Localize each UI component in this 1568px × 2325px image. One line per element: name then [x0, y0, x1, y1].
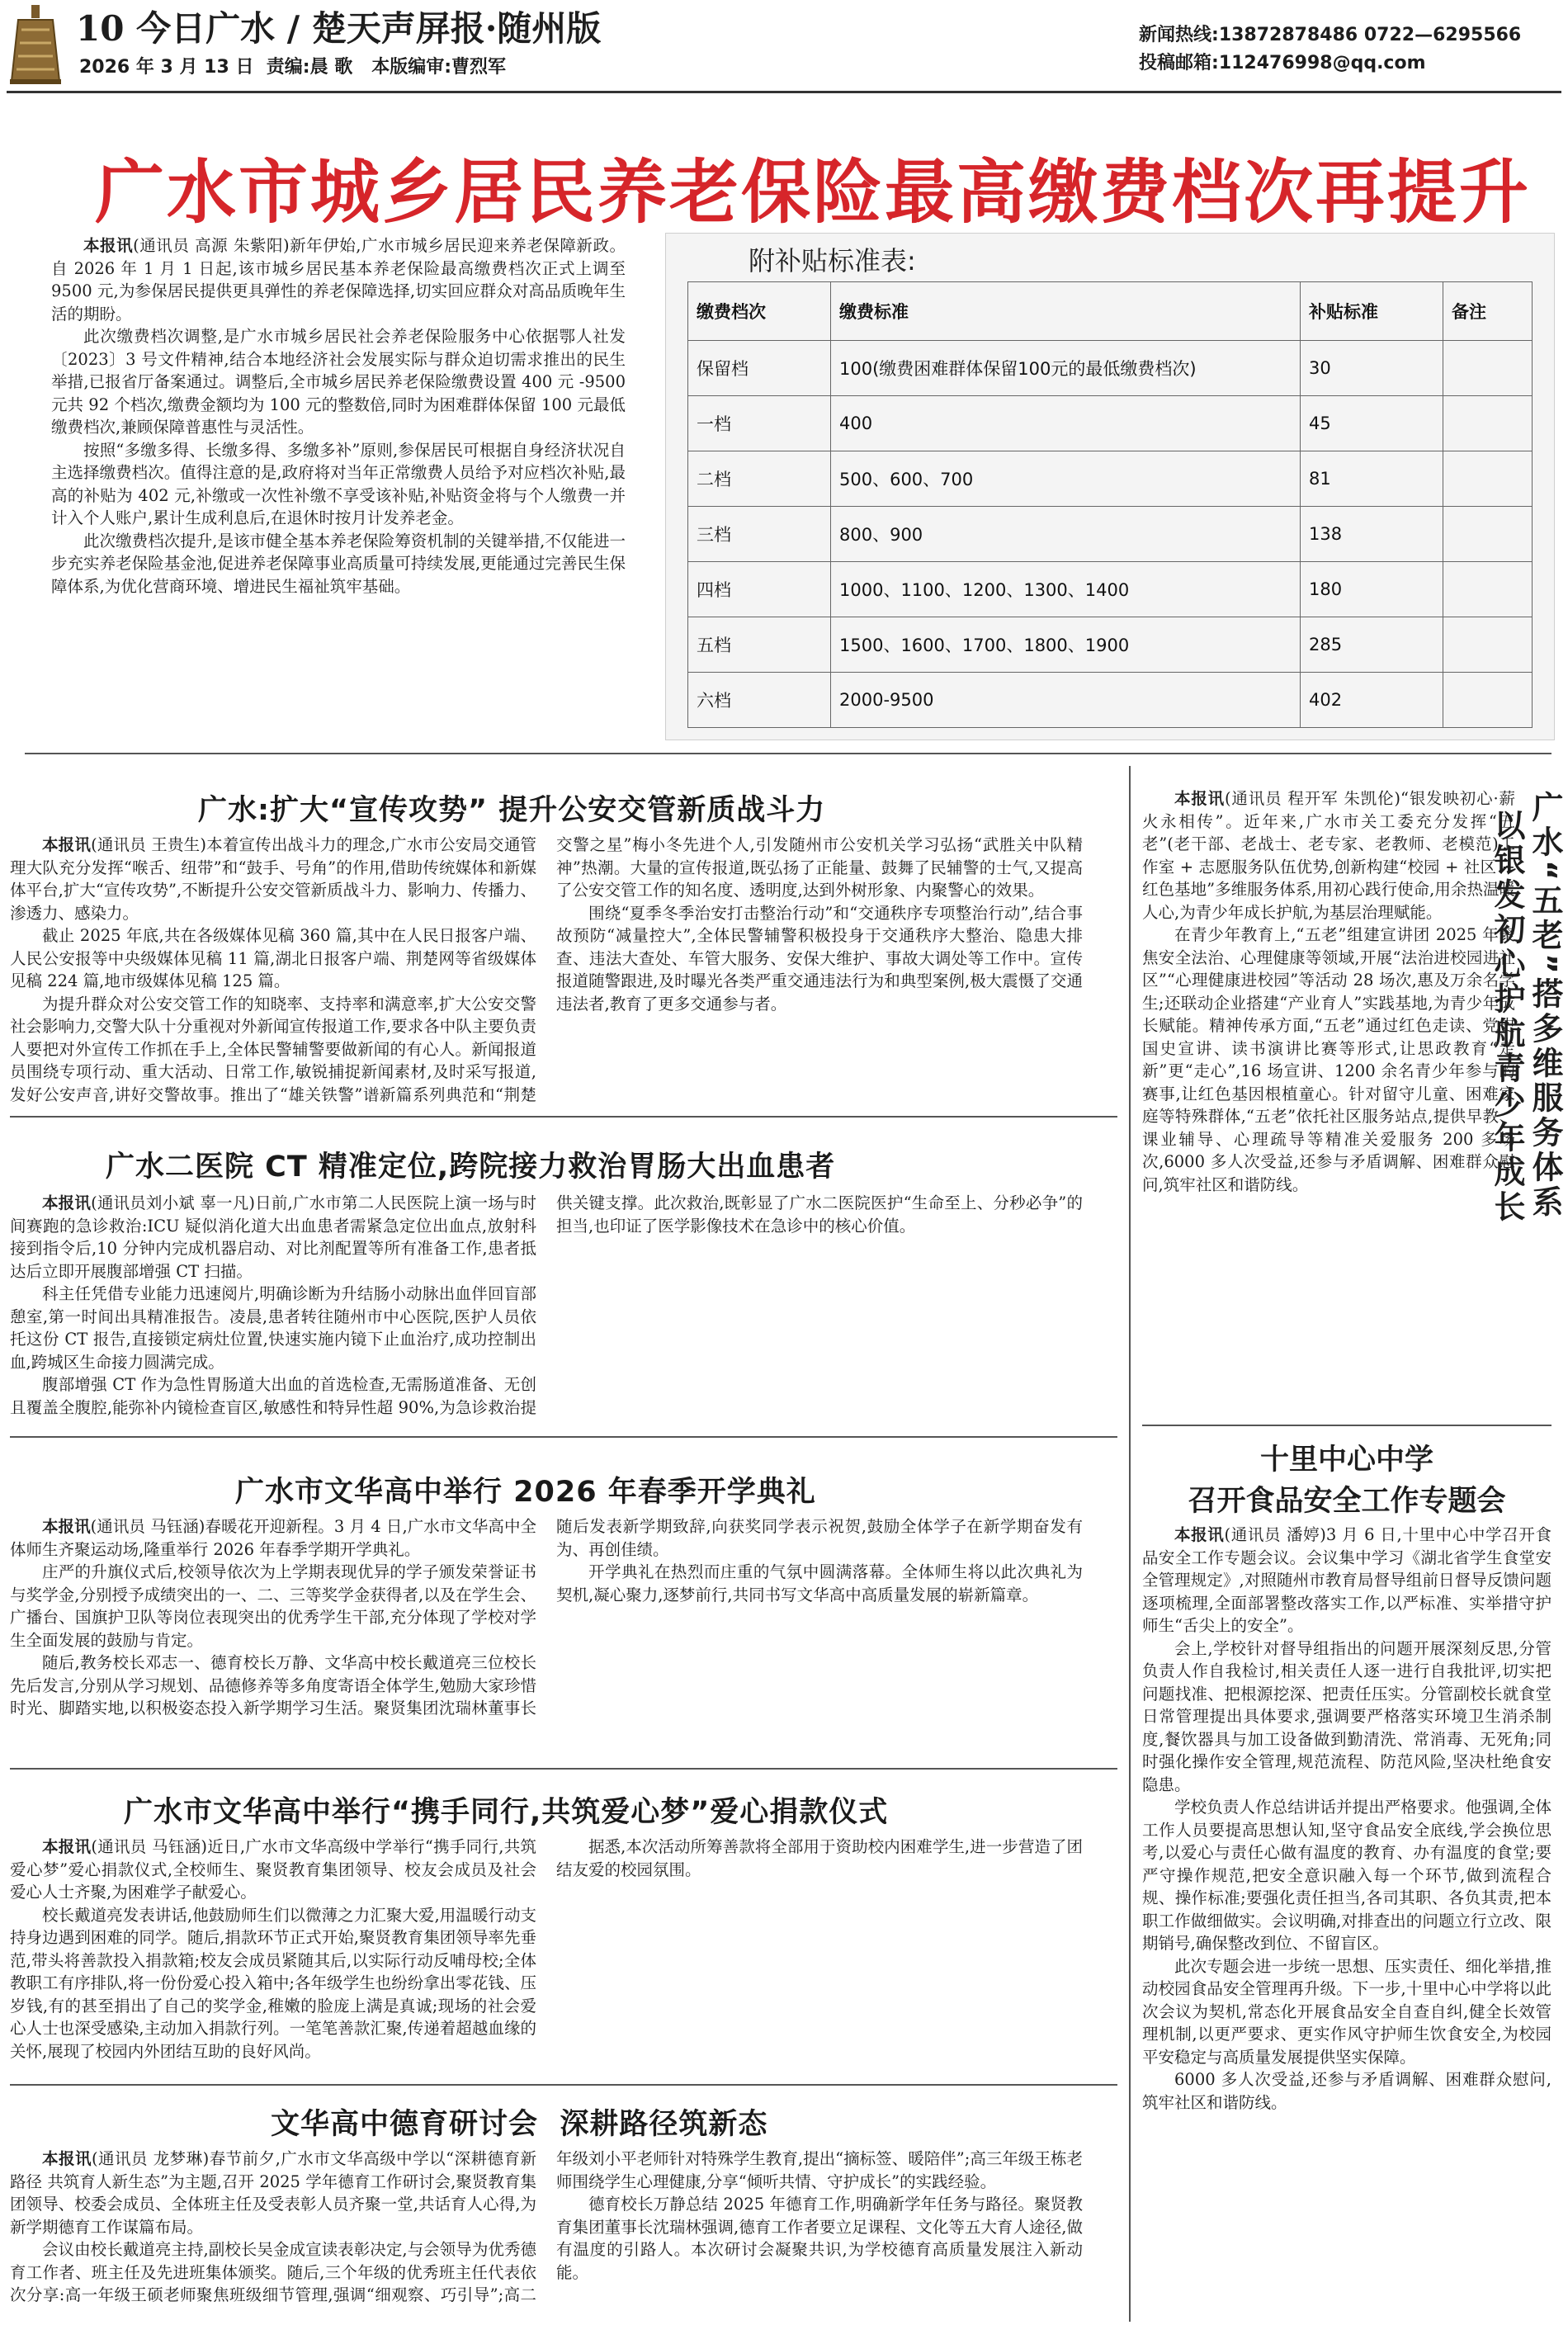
- wulao-headline-line-1: 广水“五老”搭多维服务体系: [1527, 791, 1563, 1220]
- section-divider: [10, 1116, 1117, 1118]
- masthead: [0, 0, 1568, 92]
- table-row: 五档 1500、1600、1700、1800、1900 285: [688, 617, 1533, 673]
- lead-story-body: 本报讯(通讯员 高源 朱紫阳)新年伊始,广水市城乡居民迎来养老保障新政。自 2026 年 1 月 1 日起,该市城乡居民基本养老保险最高缴费档次正式上调至 9500 元,为参保居民提供更具弹性的养老保障选择,切实回应群众对高品质晚年生活的期盼。 此次缴费档次调整,是广水市城乡居民社会养老保险服务中心依据鄂人社发〔2023〕3 号文件精神,结合本地经济社会发展实际与群众迫切需求推出的民生举措,已报省厅备案通过。调整后,全市城乡居民养老保险缴费设置 400 元 -9500 元共 92 个档次,缴费金额均为 100 元的整数倍,同时为困难群体保留 100 元最低缴费档次,兼顾保障普惠性与灵活性。 按照“多缴多得、长缴多得、多缴多补”原则,参保居民可根据自身经济状况自主选择缴费档次。值得注意的是,政府将对当年正常缴费人员给予对应档次补贴,最高的补贴为 402 元,补缴或一次性补缴不享受该补贴,补贴资金将与个人缴费一并计入个人账户,累计生成利息后,在退休时按月计发养老金。 此次缴费档次提升,是该市健全基本养老保险筹资机制的关键举措,不仅能进一步充实养老保险基金池,促进养老保障事业高质量可持续发展,更能通过完善民生保障体系,为优化营商环境、增进民生福祉筑牢基础。: [51, 236, 626, 596]
- column-header: 缴费标准: [831, 282, 1301, 341]
- reporter-credit: (通讯员刘小斌 辜一凡): [91, 1193, 255, 1212]
- editor-credit: 责编:晨 歌: [266, 57, 353, 78]
- table-row: 保留档 100(缴费困难群体保留100元的最低缴费档次) 30: [688, 341, 1533, 396]
- moral-story-headline: 文华高中德育研讨会 深耕路径筑新态: [271, 2108, 768, 2141]
- section-divider: [25, 753, 1551, 754]
- food-safety-headline-line-1: 十里中心中学: [1259, 1444, 1433, 1477]
- school-opening-headline: 广水市文华高中举行 2026 年春季开学典礼: [235, 1476, 816, 1509]
- byline: 本报讯: [42, 2149, 92, 2168]
- reporter-credit: (通讯员 程开军 朱凯伦): [1224, 789, 1401, 808]
- byline: 本报讯: [1174, 1525, 1225, 1544]
- reporter-credit: (通讯员 马钰涵): [90, 1517, 205, 1536]
- news-hotline: 新闻热线:13872878486 0722—6295566: [1139, 25, 1522, 45]
- bell-logo-icon: [7, 5, 64, 87]
- subsidy-table: [687, 281, 1533, 728]
- wulao-headline-line-2: 以银发初心护航青少年成长: [1489, 809, 1525, 1225]
- section-divider: [10, 2084, 1117, 2086]
- reporter-credit: (通讯员 潘婷): [1224, 1525, 1326, 1544]
- column-header: 备注: [1443, 282, 1533, 341]
- byline: 本报讯: [42, 1193, 92, 1212]
- hospital-story-headline: 广水二医院 CT 精准定位,跨院接力救治胃肠大出血患者: [106, 1151, 836, 1184]
- donation-story-headline: 广水市文华高中举行“携手同行,共筑爱心梦”爱心捐款仪式: [124, 1796, 889, 1829]
- byline: 本报讯: [42, 1837, 92, 1856]
- byline: 本报讯: [1174, 789, 1225, 808]
- table-row: 二档 500、600、700 81: [688, 451, 1533, 507]
- table-row: 六档 2000-9500 402: [688, 673, 1533, 728]
- byline: 本报讯: [42, 1517, 91, 1536]
- byline: 本报讯: [42, 835, 92, 854]
- table-header-row: [688, 282, 1533, 341]
- section-divider: [1142, 1425, 1551, 1426]
- food-safety-headline-line-2: 召开食品安全工作专题会: [1188, 1485, 1506, 1518]
- column-header: 缴费档次: [688, 282, 831, 341]
- school-opening-body: 本报讯(通讯员 马钰涵)春暖花开迎新程。3 月 4 日,广水市文华高中全体师生齐聚运动场,隆重举行 2026 年春季学期开学典礼。 庄严的升旗仪式后,校领导依次为上学期表现优异的学子颁发荣誉证书与奖学金,分别授予成绩突出的一、二、三等奖学金获得者,以及在学生会、广播台、国旗护卫队等岗位表现突出的优秀学生干部,充分体现了学校对学生全面发展的鼓励与肯定。 随后,教务校长邓志一、德育校长万静、文华高中校长戴道亮三位校长先后发言,分别从学习规划、品德修养等多角度寄语全体学生,勉励大家珍惜时光、脚踏实地,以积极姿态投入新学期学习生活。聚贤集团沈瑞林董事长随后发表新学期致辞,向获奖同学表示祝贺,鼓励全体学子在新学期奋发有为、再创佳绩。 开学典礼在热烈而庄重的气氛中圆满落幕。全体师生将以此次典礼为契机,凝心聚力,逐梦前行,共同书写文华高中高质量发展的崭新篇章。: [10, 1517, 1083, 1718]
- column-divider: [1129, 766, 1131, 2322]
- masthead-rule: [7, 91, 1561, 93]
- food-safety-body: 本报讯(通讯员 潘婷)3 月 6 日,十里中心中学召开食品安全工作专题会议。会议集中学习《湖北省学生食堂安全管理规定》,对照随州市教育局督导组前日督导反馈问题逐项梳理,全面部署整改落实工作,以严标准、实举措守护师生“舌尖上的安全”。 会上,学校针对督导组指出的问题开展深刻反思,分管负责人作自我检讨,相关责任人逐一进行自我批评,切实把问题找准、把根源挖深、把责任压实。分管副校长就食堂日常管理提出具体要求,强调要严格落实环境卫生消杀制度,餐饮器具与加工设备做到勤清洗、常消毒、无死角;同时强化操作安全管理,规范流程、防范风险,坚决杜绝食安隐患。 学校负责人作总结讲话并提出严格要求。他强调,全体工作人员要提高思想认知,坚守食品安全底线,学会换位思考,以爱心与责任心做有温度的教育、办有温度的食堂;要严守操作规范,把安全意识融入每一个环节,做到流程合规、操作标准;要强化责任担当,各司其职、各负其责,把本职工作做细做实。会议明确,对排查出的问题立行立改、限期销号,确保整改到位、不留盲区。 此次专题会进一步统一思想、压实责任、细化举措,推动校园食品安全管理再升级。下一步,十里中心中学将以此次会议为契机,常态化开展食品安全自查自纠,健全长效管理机制,以更严要求、更实作风守护师生饮食安全,为校园平安稳定与高质量发展提供坚实保障。 6000 多人次受益,还参与矛盾调解、困难群众慰问,筑牢社区和谐防线。: [1142, 1525, 1551, 2112]
- wulao-story-body: 本报讯(通讯员 程开军 朱凯伦)“银发映初心·薪火永相传”。近年来,广水市关工委充分发挥“五老”(老干部、老战士、老专家、老教师、老模范)工作室 + 志愿服务队伍优势,创新构建“校园 + 社区 + 红色基地”多维服务体系,用初心践行使命,用余热温暖人心,为青少年成长护航,为基层治理赋能。 在青少年教育上,“五老”组建宣讲团 2025 年聚焦安全法治、心理健康等领域,开展“法治进校园进社区”“心理健康进校园”等活动 28 场次,惠及万余名学生;还联动企业搭建“产业育人”实践基地,为青少年成长赋能。精神传承方面,“五老”通过红色走读、党史国史宣讲、读书演讲比赛等形式,让思政教育“走新”更“走心”,16 场宣讲、1200 余名青少年参与的赛事,让红色基因根植童心。针对留守儿童、困难家庭等特殊群体,“五老”依托社区服务站点,提供早教、课业辅导、心理疏导等精准关爱服务 200 多场次,6000 多人次受益,还参与矛盾调解、困难群众慰问,筑牢社区和谐防线。: [1142, 789, 1515, 1194]
- lead-headline: 广水市城乡居民养老保险最高缴费档次再提升: [95, 152, 1532, 233]
- table-row: 四档 1000、1100、1200、1300、1400 180: [688, 562, 1533, 617]
- column-header: 补贴标准: [1301, 282, 1443, 341]
- section-name: 今日广水: [136, 8, 276, 49]
- police-story-headline: 广水:扩大“宣传攻势” 提升公安交管新质战斗力: [198, 794, 826, 827]
- wulao-headline: [1489, 791, 1563, 1253]
- hospital-story-body: 本报讯(通讯员刘小斌 辜一凡)日前,广水市第二人民医院上演一场与时间赛跑的急诊救治:ICU 疑似消化道大出血患者需紧急定位出血点,放射科接到指令后,10 分钟内完成机器启动、对比剂配置等所有准备工作,患者抵达后立即开展腹部增强 CT 扫描。 科主任凭借专业能力迅速阅片,明确诊断为升结肠小动脉出血伴回盲部憩室,第一时间出具精准报告。凌晨,患者转往随州市中心医院,医护人员依托这份 CT 报告,直接锁定病灶位置,快速实施内镜下止血治疗,成功控制出血,跨城区生命接力圆满完成。 腹部增强 CT 作为急性胃肠道大出血的首选检查,无需肠道准备、无创且覆盖全腹腔,能弥补内镜检查盲区,敏感性和特异性超 90%,为急诊救治提供关键支撑。此次救治,既彰显了广水二医院医护“生命至上、分秒必争”的担当,也印证了医学影像技术在急诊中的核心价值。: [10, 1193, 1083, 1417]
- submission-email: 投稿邮箱:112476998@qq.com: [1139, 53, 1426, 73]
- byline: 本报讯: [83, 236, 134, 255]
- reporter-credit: (通讯员 高源 朱紫阳): [133, 236, 290, 255]
- reporter-credit: (通讯员 王贵生): [91, 835, 206, 854]
- masthead-slash: /: [286, 8, 300, 49]
- section-divider: [10, 1436, 1117, 1438]
- police-story-body: 本报讯(通讯员 王贵生)本着宣传出战斗力的理念,广水市公安局交通管理大队充分发挥“喉舌、纽带”和“鼓手、号角”的作用,借助传统媒体和新媒体平台,扩大“宣传攻势”,不断提升公安交管新质战斗力、影响力、传播力、渗透力、感染力。 截止 2025 年底,共在各级媒体见稿 360 篇,其中在人民日报客户端、人民公安报等中央级媒体见稿 11 篇,湖北日报客户端、荆楚网等省级媒体见稿 224 篇,地市级媒体见稿 125 篇。 为提升群众对公安交管工作的知晓率、支持率和满意率,扩大公安交警社会影响力,交警大队十分重视对外新闻宣传报道工作,要求各中队主要负责人要把对外宣传工作抓在手上,全体民警辅警要做新闻的有心人。新闻报道员围绕专项行动、重大活动、日常工作,敏锐捕捉新闻素材,及时采写报道,发好公安声音,讲好交警故事。推出了“雄关铁警”谱新篇系列典范和“荆楚交警之星”梅小冬先进个人,引发随州市公安机关学习弘扬“武胜关中队精神”热潮。大量的宣传报道,既弘扬了正能量、鼓舞了民辅警的士气,又提高了公安交管工作的知名度、透明度,达到外树形象、内聚警心的效果。 围绕“夏季冬季治安打击整治行动”和“交通秩序专项整治行动”,结合事故预防“减量控大”,全体民警辅警积极投身于交通秩序大整治、隐患大排查、违法大查处、车管大服务、安保大维护、事故大调处等工作中。宣传报道随警跟进,及时曝光各类严重交通违法行为和典型案例,极大震慑了交通违法者,教育了更多交通参与者。: [10, 835, 1083, 1104]
- table-row: 一档 400 45: [688, 396, 1533, 451]
- issue-date: 2026 年 3 月 13 日: [79, 57, 254, 78]
- table-row: 三档 800、900 138: [688, 507, 1533, 562]
- reporter-credit: (通讯员 马钰涵): [91, 1837, 207, 1856]
- subsidy-table-caption: 附补贴标准表:: [749, 245, 916, 276]
- layout-credit: 本版编审:曹烈军: [371, 57, 507, 78]
- section-divider: [10, 1768, 1117, 1770]
- paper-name: 楚天声屏报·随州版: [311, 8, 602, 49]
- reporter-credit: (通讯员 龙梦琳): [91, 2149, 210, 2168]
- subsidy-table-panel: [665, 233, 1555, 740]
- page-number: 10: [76, 8, 125, 49]
- donation-story-body: 本报讯(通讯员 马钰涵)近日,广水市文华高级中学举行“携手同行,共筑爱心梦”爱心捐款仪式,全校师生、聚贤教育集团领导、校友会成员及社会爱心人士齐聚,为困难学子献爱心。 校长戴道亮发表讲话,他鼓励师生们以微薄之力汇聚大爱,用温暖行动支持身边遇到困难的同学。随后,捐款环节正式开始,聚贤教育集团领导率先垂范,带头将善款投入捐款箱;校友会成员紧随其后,以实际行动反哺母校;全体教职工有序排队,将一份份爱心投入箱中;各年级学生也纷纷拿出零花钱、压岁钱,有的甚至捐出了自己的奖学金,稚嫩的脸庞上满是真诚;现场的社会爱心人士也深受感染,主动加入捐款行列。一笔笔善款汇聚,传递着超越血缘的关怀,展现了校园内外团结互助的良好风尚。 据悉,本次活动所筹善款将全部用于资助校内困难学生,进一步营造了团结友爱的校园氛围。: [10, 1837, 1083, 2061]
- food-safety-headline: [1142, 1439, 1551, 1522]
- moral-story-body: 本报讯(通讯员 龙梦琳)春节前夕,广水市文华高级中学以“深耕德育新路径 共筑育人新生态”为主题,召开 2025 学年德育工作研讨会,聚贤教育集团领导、校委会成员、全体班主任及受表彰人员齐聚一堂,共话育人心得,为新学期德育工作谋篇布局。 会议由校长戴道亮主持,副校长吴金成宣读表彰决定,与会领导为优秀德育工作者、班主任及先进班集体颁奖。随后,三个年级的优秀班主任代表依次分享:高一年级王硕老师聚焦班级细节管理,强调“细观察、巧引导”;高二年级刘小平老师针对特殊学生教育,提出“摘标签、暖陪伴”;高三年级王栋老师围绕学生心理健康,分享“倾听共情、守护成长”的实践经验。 德育校长万静总结 2025 年德育工作,明确新学年任务与路径。聚贤教育集团董事长沈瑞林强调,德育工作者要立足课程、文化等五大育人途径,做有温度的引路人。本次研讨会凝聚共识,为学校德育高质量发展注入新动能。: [10, 2149, 1083, 2304]
